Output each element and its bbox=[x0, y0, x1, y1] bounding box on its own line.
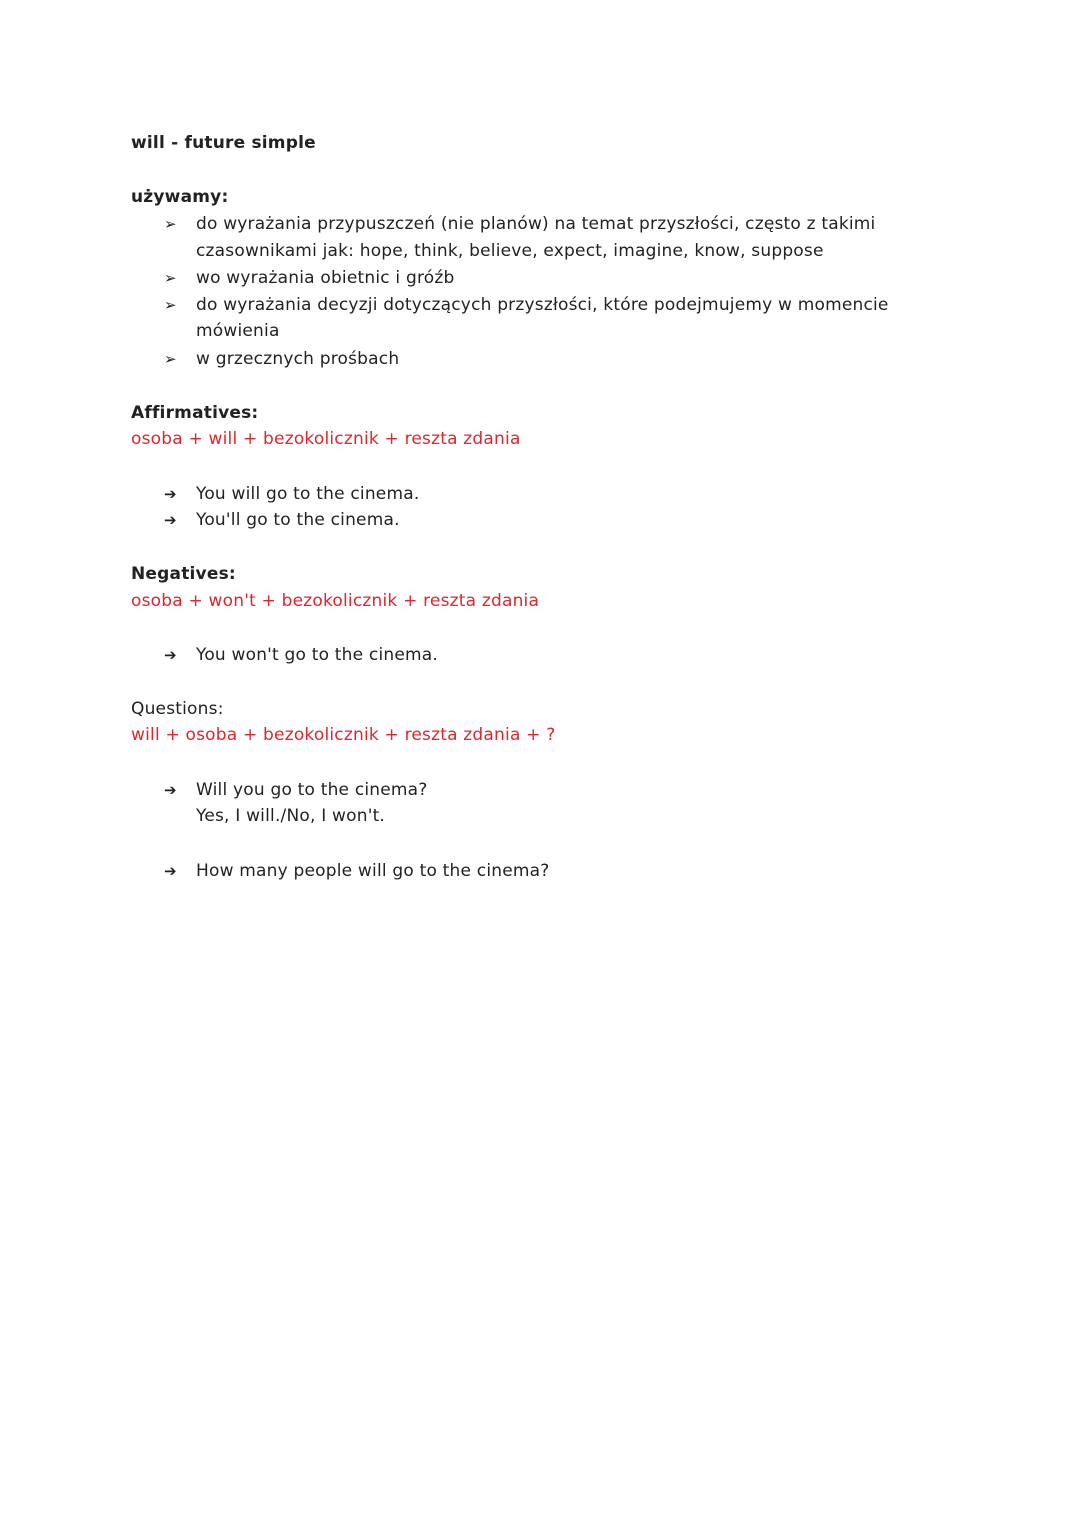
usage-item-2 bbox=[164, 265, 454, 291]
usage-item-3-continuation: mówienia bbox=[196, 321, 280, 341]
affirmatives-heading: Affirmatives: bbox=[131, 403, 259, 423]
arrow-right-icon: ➔ bbox=[164, 485, 177, 503]
bullet-arrowhead-icon: ➢ bbox=[164, 215, 177, 233]
questions-formula: will + osoba + bezokolicznik + reszta zdania + ? bbox=[131, 725, 556, 745]
negatives-heading: Negatives: bbox=[131, 564, 236, 584]
bullet-arrowhead-icon: ➢ bbox=[164, 269, 177, 287]
example-text: You will go to the cinema. bbox=[196, 484, 420, 504]
usage-item-text: wo wyrażania obietnic i gróźb bbox=[196, 268, 455, 288]
question-example-2 bbox=[164, 858, 550, 884]
usage-item-1 bbox=[164, 211, 875, 237]
question-example-1-answer: Yes, I will./No, I won't. bbox=[196, 806, 386, 826]
page-title: will - future simple bbox=[131, 133, 316, 153]
usage-item-text: w grzecznych prośbach bbox=[196, 349, 400, 369]
example-text: You'll go to the cinema. bbox=[196, 510, 400, 530]
affirmative-example-2 bbox=[164, 507, 400, 533]
usage-item-text: do wyrażania decyzji dotyczących przyszłości, które podejmujemy w momencie bbox=[196, 295, 889, 315]
arrow-right-icon: ➔ bbox=[164, 511, 177, 529]
bullet-arrowhead-icon: ➢ bbox=[164, 296, 177, 314]
question-example-1 bbox=[164, 777, 428, 803]
example-text: How many people will go to the cinema? bbox=[196, 861, 550, 881]
usage-item-4 bbox=[164, 346, 399, 372]
arrow-right-icon: ➔ bbox=[164, 862, 177, 880]
arrow-right-icon: ➔ bbox=[164, 781, 177, 799]
example-text: Will you go to the cinema? bbox=[196, 780, 428, 800]
arrow-right-icon: ➔ bbox=[164, 646, 177, 664]
affirmatives-formula: osoba + will + bezokolicznik + reszta zdania bbox=[131, 429, 521, 449]
negatives-formula: osoba + won't + bezokolicznik + reszta zdania bbox=[131, 591, 540, 611]
example-text: You won't go to the cinema. bbox=[196, 645, 438, 665]
usage-heading: używamy: bbox=[131, 187, 229, 207]
usage-item-1-continuation: czasownikami jak: hope, think, believe, expect, imagine, know, suppose bbox=[196, 241, 824, 261]
usage-item-text: do wyrażania przypuszczeń (nie planów) na temat przyszłości, często z takimi bbox=[196, 214, 876, 234]
bullet-arrowhead-icon: ➢ bbox=[164, 350, 177, 368]
affirmative-example-1 bbox=[164, 481, 419, 507]
questions-heading: Questions: bbox=[131, 699, 224, 719]
usage-item-3 bbox=[164, 292, 889, 318]
negative-example-1 bbox=[164, 642, 438, 668]
